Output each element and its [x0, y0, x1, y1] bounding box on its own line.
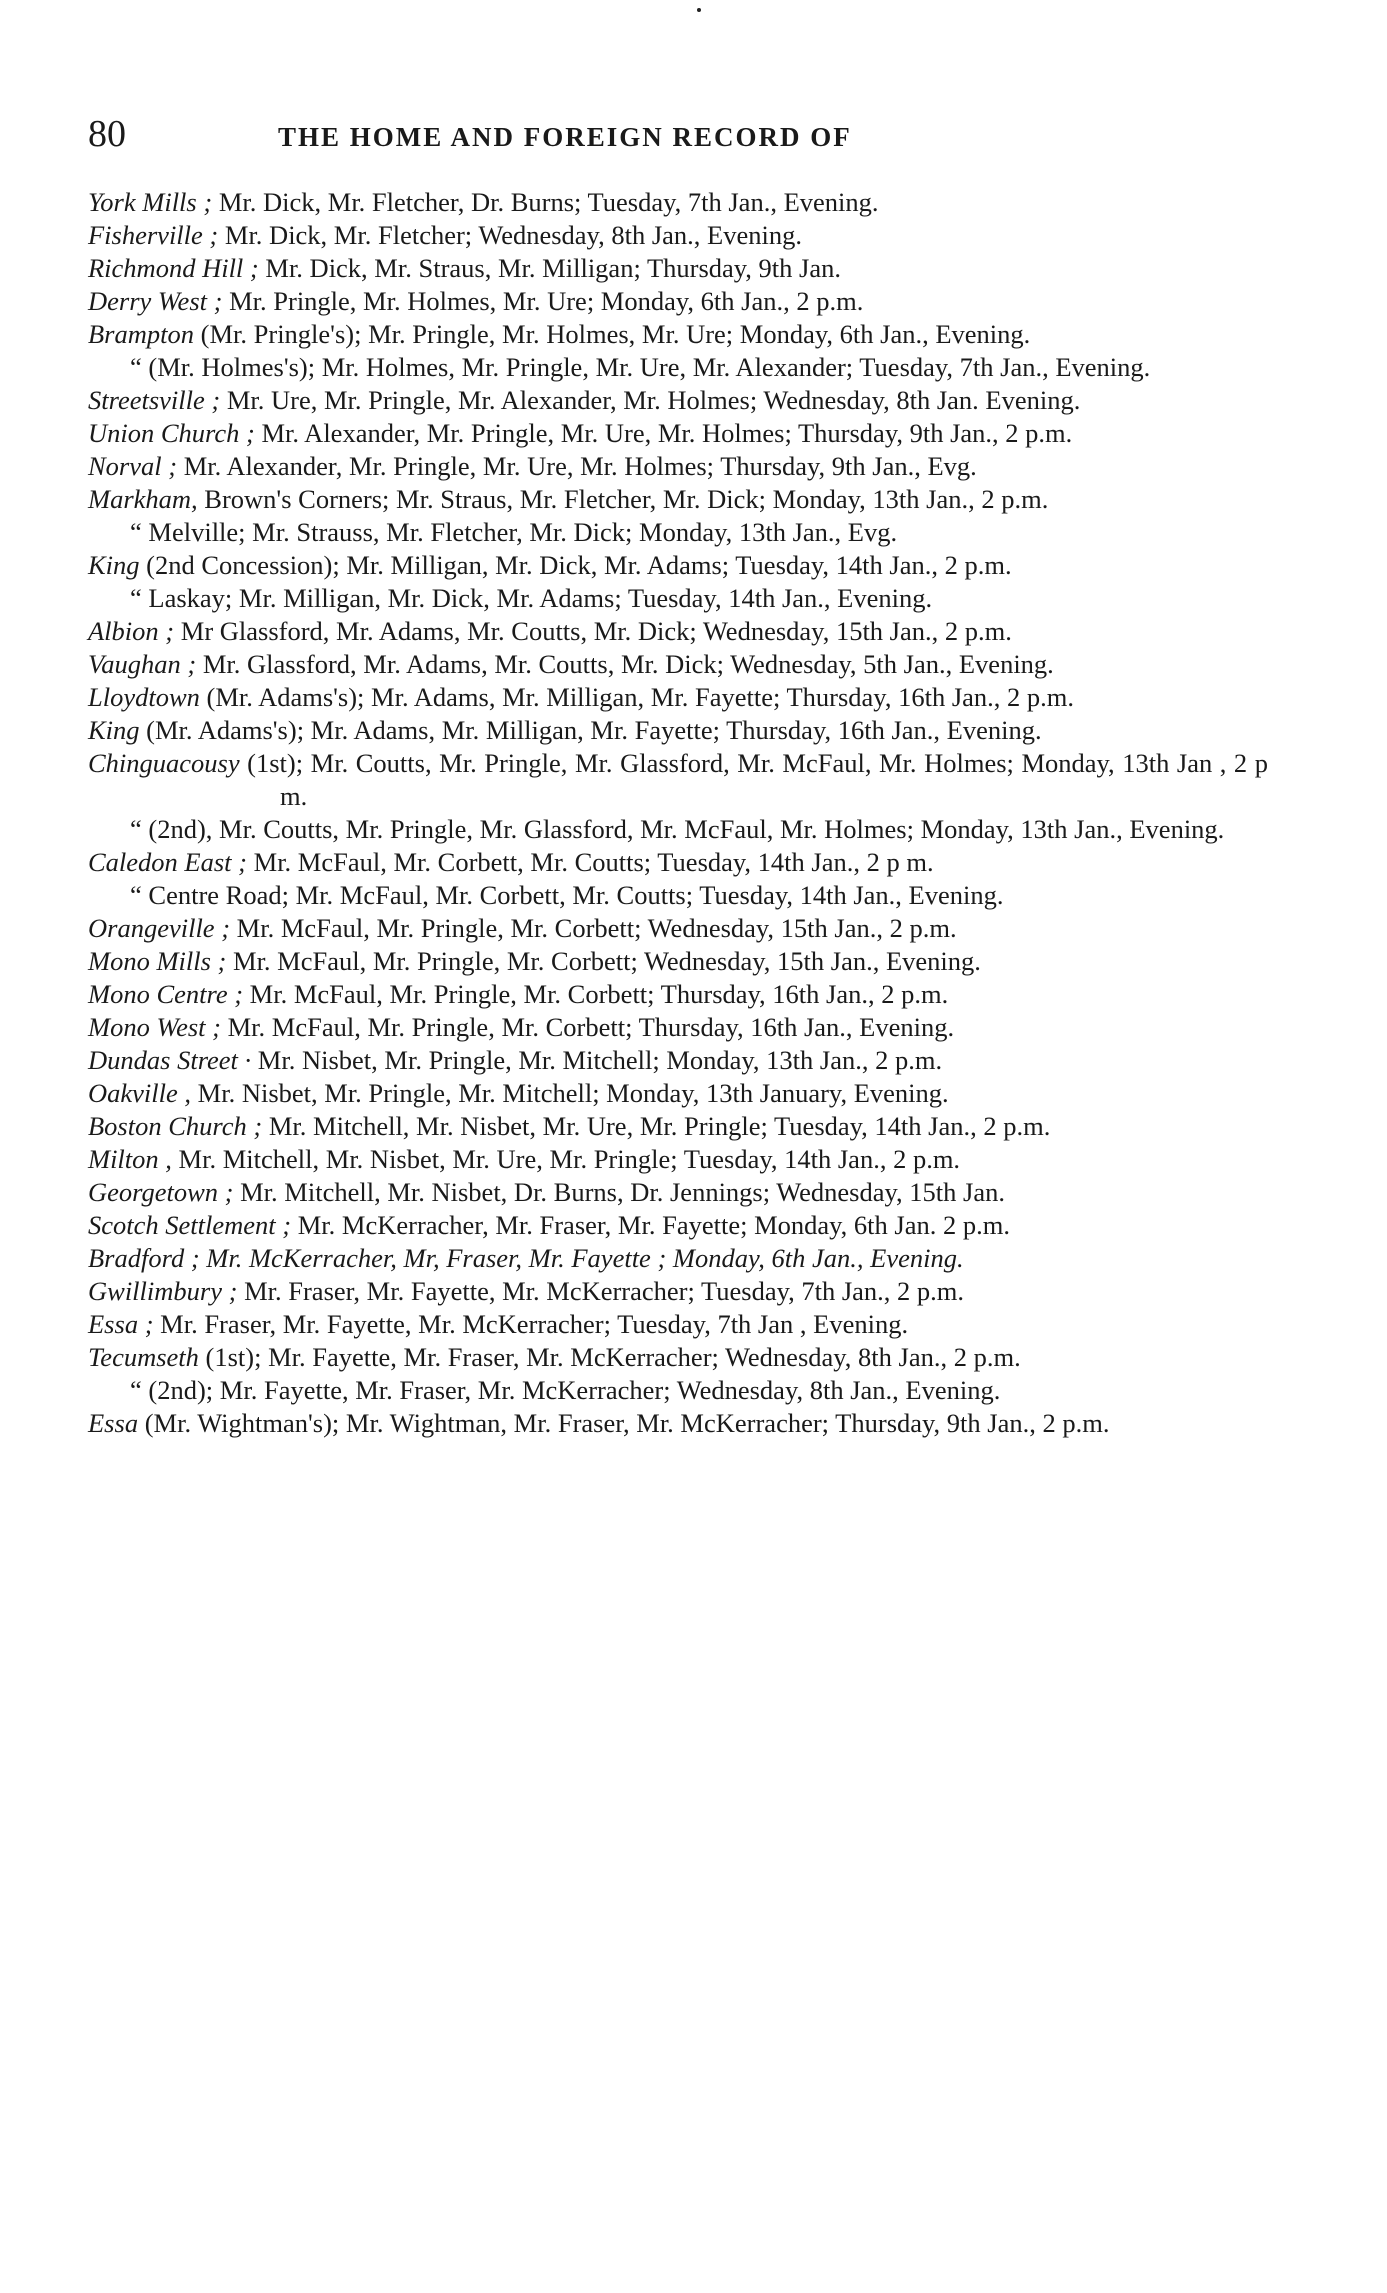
- place-name: Caledon East ;: [88, 847, 247, 877]
- list-item: [88, 1407, 1268, 1440]
- ditto-mark: “: [130, 352, 142, 382]
- list-item: [88, 1341, 1268, 1374]
- entry-text: Mr. McFaul, Mr. Pringle, Mr. Corbett; Thursday, 16th Jan., 2 p.m.: [243, 979, 949, 1009]
- list-item: [88, 417, 1268, 450]
- place-name: Markham,: [88, 484, 198, 514]
- place-name: Albion ;: [88, 616, 175, 646]
- entry-text: Mr. Mitchell, Mr. Nisbet, Dr. Burns, Dr. Jennings; Wednesday, 15th Jan.: [233, 1177, 1005, 1207]
- list-item: [88, 219, 1268, 252]
- list-item: [88, 714, 1268, 747]
- list-item: [88, 483, 1268, 516]
- entry-text: Mr. McFaul, Mr. Corbett, Mr. Coutts; Tuesday, 14th Jan., 2 p m.: [247, 847, 934, 877]
- list-item: [88, 1374, 1268, 1407]
- entry-text: Mr. Fraser, Mr. Fayette, Mr. McKerracher; Tuesday, 7th Jan , Evening.: [153, 1309, 909, 1339]
- list-item: [88, 1110, 1268, 1143]
- entry-text: Mr. Dick, Mr. Fletcher, Dr. Burns; Tuesday, 7th Jan., Evening.: [212, 187, 879, 217]
- list-item: [88, 813, 1268, 846]
- entry-text: (Mr. Pringle's); Mr. Pringle, Mr. Holmes, Mr. Ure; Monday, 6th Jan., Evening.: [194, 319, 1031, 349]
- place-name: King: [88, 550, 140, 580]
- entry-text: (1st); Mr. Coutts, Mr. Pringle, Mr. Glassford, Mr. McFaul, Mr. Holmes; Monday, 13th Jan , 2 p m.: [239, 748, 1268, 811]
- list-item: [88, 1209, 1268, 1242]
- entry-text: (Mr. Wightman's); Mr. Wightman, Mr. Fraser, Mr. McKerracher; Thursday, 9th Jan., 2 p.m.: [138, 1408, 1110, 1438]
- entry-text: Mr. McFaul, Mr. Pringle, Mr. Corbett; Wednesday, 15th Jan., 2 p.m.: [230, 913, 957, 943]
- entry-text: Mr. McFaul, Mr. Pringle, Mr. Corbett; Wednesday, 15th Jan., Evening.: [226, 946, 981, 976]
- entry-text: (2nd); Mr. Fayette, Mr. Fraser, Mr. McKerracher; Wednesday, 8th Jan., Evening.: [141, 1375, 1001, 1405]
- entry-text: Mr. Fraser, Mr. Fayette, Mr. McKerracher; Tuesday, 7th Jan., 2 p.m.: [237, 1276, 965, 1306]
- place-name: Fisherville ;: [88, 220, 219, 250]
- entry-text: Mr. Mitchell, Mr. Nisbet, Mr. Ure, Mr. Pringle; Tuesday, 14th Jan., 2 p.m.: [262, 1111, 1051, 1141]
- entry-text: (2nd Concession); Mr. Milligan, Mr. Dick, Mr. Adams; Tuesday, 14th Jan., 2 p.m.: [139, 550, 1012, 580]
- entry-text: Mr. Pringle, Mr. Holmes, Mr. Ure; Monday, 6th Jan., 2 p.m.: [222, 286, 864, 316]
- list-item: [88, 318, 1268, 351]
- entry-text: Mr. Mitchell, Mr. Nisbet, Mr. Ure, Mr. Pringle; Tuesday, 14th Jan., 2 p.m.: [171, 1144, 961, 1174]
- place-name: Vaughan ;: [88, 649, 197, 679]
- place-name: Essa: [88, 1408, 139, 1438]
- entry-text: (Mr. Adams's); Mr. Adams, Mr. Milligan, Mr. Fayette; Thursday, 16th Jan., 2 p.m.: [199, 682, 1075, 712]
- entry-text: Mr Glassford, Mr. Adams, Mr. Coutts, Mr. Dick; Wednesday, 15th Jan., 2 p.m.: [174, 616, 1012, 646]
- entry-text: Mr. McFaul, Mr. Pringle, Mr. Corbett; Thursday, 16th Jan., Evening.: [220, 1012, 955, 1042]
- list-item: [88, 846, 1268, 879]
- place-name: Georgetown ;: [88, 1177, 234, 1207]
- entry-text: Mr. Nisbet, Mr. Pringle, Mr. Mitchell; Monday, 13th January, Evening.: [191, 1078, 949, 1108]
- list-item: [88, 1011, 1268, 1044]
- list-item: [88, 351, 1268, 384]
- list-item: [88, 186, 1268, 219]
- list-item: [88, 1077, 1268, 1110]
- list-item: [88, 516, 1268, 549]
- entry-text: (Mr. Adams's); Mr. Adams, Mr. Milligan, Mr. Fayette; Thursday, 16th Jan., Evening.: [139, 715, 1042, 745]
- entry-text: Melville; Mr. Strauss, Mr. Fletcher, Mr. Dick; Monday, 13th Jan., Evg.: [141, 517, 898, 547]
- entry-text: (1st); Mr. Fayette, Mr. Fraser, Mr. McKerracher; Wednesday, 8th Jan., 2 p.m.: [198, 1342, 1021, 1372]
- place-name: Mono Mills ;: [88, 946, 227, 976]
- list-item: [88, 1242, 1268, 1275]
- place-name: Bradford ; Mr. McKerracher, Mr, Fraser, Mr. Fayette ; Monday, 6th Jan., Evening.: [88, 1243, 964, 1273]
- place-name: Gwillimbury ;: [88, 1276, 238, 1306]
- place-name: Brampton: [88, 319, 194, 349]
- place-name: Mono West ;: [88, 1012, 221, 1042]
- list-item: [88, 1176, 1268, 1209]
- list-item: [88, 285, 1268, 318]
- list-item: [88, 582, 1268, 615]
- list-item: [88, 1275, 1268, 1308]
- place-name: Essa ;: [88, 1309, 154, 1339]
- document-page: [88, 112, 1268, 1440]
- entry-text: Mr. Ure, Mr. Pringle, Mr. Alexander, Mr. Holmes; Wednesday, 8th Jan. Evening.: [220, 385, 1081, 415]
- ditto-mark: “: [130, 814, 142, 844]
- place-name: Scotch Settlement ;: [88, 1210, 292, 1240]
- list-item: [88, 1143, 1268, 1176]
- place-name: Oakville ,: [88, 1078, 192, 1108]
- entry-text: Mr. Dick, Mr. Straus, Mr. Milligan; Thursday, 9th Jan.: [258, 253, 841, 283]
- page-header: [88, 112, 1268, 176]
- place-name: Boston Church ;: [88, 1111, 263, 1141]
- entry-text: (Mr. Holmes's); Mr. Holmes, Mr. Pringle, Mr. Ure, Mr. Alexander; Tuesday, 7th Jan., Evening.: [141, 352, 1151, 382]
- list-item: [88, 1044, 1268, 1077]
- place-name: Streetsville ;: [88, 385, 221, 415]
- list-item: [88, 648, 1268, 681]
- entry-text: Mr. Alexander, Mr. Pringle, Mr. Ure, Mr. Holmes; Thursday, 9th Jan., 2 p.m.: [254, 418, 1073, 448]
- list-item: [88, 879, 1268, 912]
- place-name: Norval ;: [88, 451, 178, 481]
- ditto-mark: “: [130, 1375, 142, 1405]
- list-item: [88, 912, 1268, 945]
- entry-text: Laskay; Mr. Milligan, Mr. Dick, Mr. Adams; Tuesday, 14th Jan., Evening.: [141, 583, 933, 613]
- place-name: Chinguacousy: [88, 748, 240, 778]
- place-name: Orangeville ;: [88, 913, 231, 943]
- list-item: [88, 615, 1268, 648]
- place-name: Richmond Hill ;: [88, 253, 259, 283]
- ditto-mark: “: [130, 517, 142, 547]
- entry-text: Mr. Nisbet, Mr. Pringle, Mr. Mitchell; Monday, 13th Jan., 2 p.m.: [251, 1045, 943, 1075]
- entry-text: Brown's Corners; Mr. Straus, Mr. Fletcher, Mr. Dick; Monday, 13th Jan., 2 p.m.: [197, 484, 1049, 514]
- place-name: York Mills ;: [88, 187, 213, 217]
- list-item: [88, 681, 1268, 714]
- entry-text: Mr. Glassford, Mr. Adams, Mr. Coutts, Mr. Dick; Wednesday, 5th Jan., Evening.: [196, 649, 1054, 679]
- list-item: [88, 252, 1268, 285]
- place-name: Union Church ;: [88, 418, 255, 448]
- ink-speck: [697, 8, 701, 12]
- running-head: THE HOME AND FOREIGN RECORD OF: [278, 122, 852, 152]
- entry-text: Mr. Alexander, Mr. Pringle, Mr. Ure, Mr. Holmes; Thursday, 9th Jan., Evg.: [177, 451, 977, 481]
- list-item: [88, 978, 1268, 1011]
- list-item: [88, 945, 1268, 978]
- entry-list: [88, 186, 1268, 1440]
- list-item: [88, 747, 1268, 813]
- ditto-mark: “: [130, 880, 142, 910]
- place-name: Lloydtown: [88, 682, 200, 712]
- entry-text: (2nd), Mr. Coutts, Mr. Pringle, Mr. Glassford, Mr. McFaul, Mr. Holmes; Monday, 13th Jan., Evening.: [141, 814, 1225, 844]
- place-name: Mono Centre ;: [88, 979, 244, 1009]
- place-name: King: [88, 715, 140, 745]
- place-name: Milton ,: [88, 1144, 172, 1174]
- place-name: Dundas Street ·: [88, 1045, 252, 1075]
- page-number: 80: [88, 113, 126, 155]
- list-item: [88, 450, 1268, 483]
- list-item: [88, 1308, 1268, 1341]
- entry-text: Mr. Dick, Mr. Fletcher; Wednesday, 8th Jan., Evening.: [218, 220, 802, 250]
- place-name: Derry West ;: [88, 286, 223, 316]
- ditto-mark: “: [130, 583, 142, 613]
- list-item: [88, 549, 1268, 582]
- entry-text: Mr. McKerracher, Mr. Fraser, Mr. Fayette; Monday, 6th Jan. 2 p.m.: [291, 1210, 1010, 1240]
- list-item: [88, 384, 1268, 417]
- entry-text: Centre Road; Mr. McFaul, Mr. Corbett, Mr. Coutts; Tuesday, 14th Jan., Evening.: [141, 880, 1004, 910]
- place-name: Tecumseth: [88, 1342, 199, 1372]
